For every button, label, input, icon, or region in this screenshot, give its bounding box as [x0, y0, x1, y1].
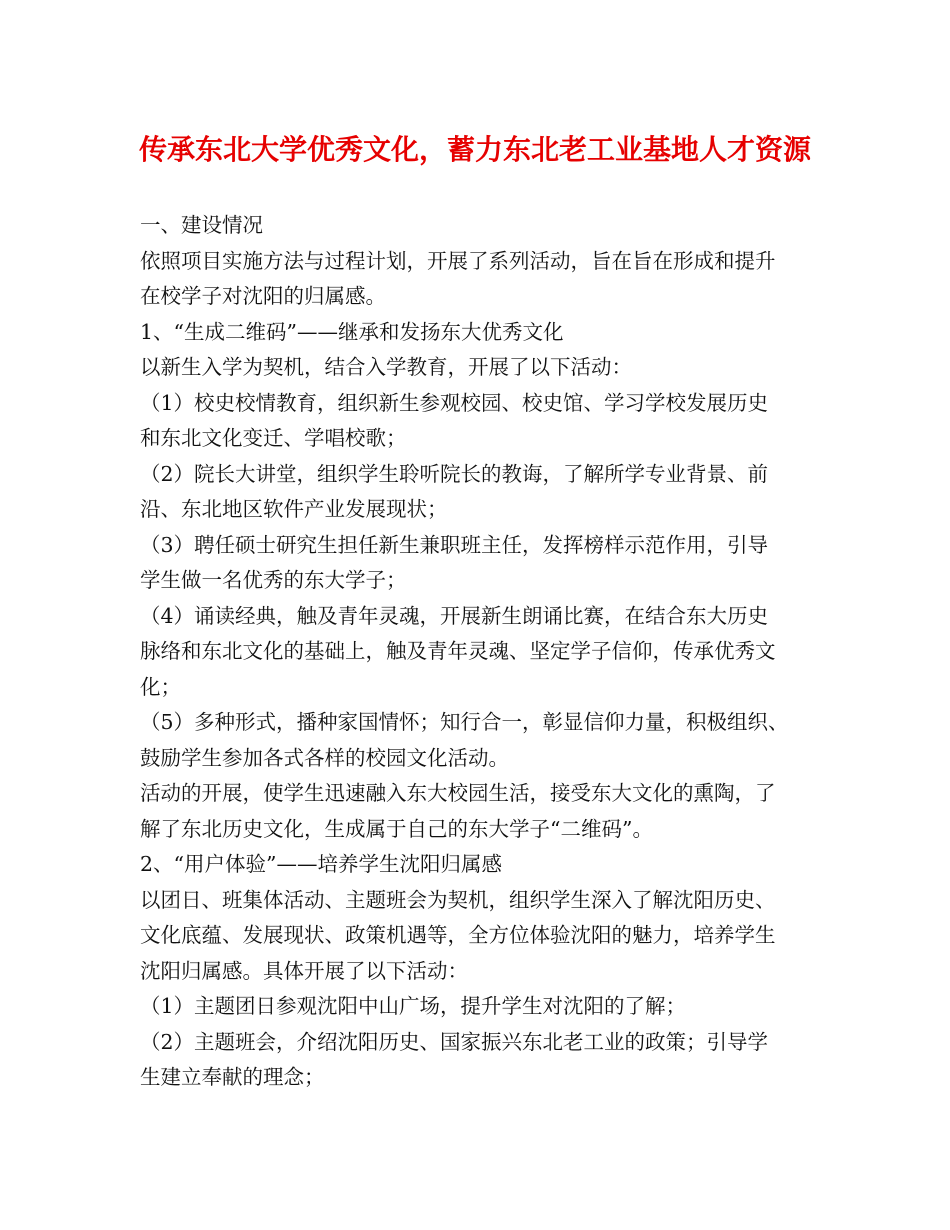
subsection-heading: 2、“用户体验”——培养学生沈阳归属感: [140, 852, 503, 876]
document-title: 传承东北大学优秀文化，蓄力东北老工业基地人才资源: [138, 133, 811, 166]
list-item-line: 学生做一名优秀的东大学子；: [140, 568, 407, 592]
list-item-line: 沿、东北地区软件产业发展现状；: [140, 497, 448, 521]
document-body: [140, 208, 830, 1096]
list-item-line: 和东北文化变迁、学唱校歌；: [140, 426, 407, 450]
paragraph-line: 以团日、班集体活动、主题班会为契机，组织学生深入了解沈阳历史、: [140, 887, 776, 912]
list-item-line: 鼓励学生参加各式各样的校园文化活动。: [140, 745, 509, 770]
subsection-heading: 1、“生成二维码”——继承和发扬东大优秀文化: [140, 319, 564, 344]
list-item-line: 化；: [140, 674, 181, 699]
list-item-line: （3）聘任硕士研究生担任新生兼职班主任，发挥榜样示范作用，引导: [140, 532, 769, 557]
paragraph-line: 解了东北历史文化，生成属于自己的东大学子“二维码”。: [140, 816, 653, 841]
paragraph-line: 沈阳归属感。具体开展了以下活动：: [140, 958, 468, 983]
list-item-line: 生建立奉献的理念；: [140, 1065, 325, 1089]
list-item-line: （2）主题班会，介绍沈阳历史、国家振兴东北老工业的政策；引导学: [140, 1029, 769, 1054]
paragraph-line: 以新生入学为契机，结合入学教育，开展了以下活动：: [140, 355, 632, 379]
list-item-line: （1）主题团日参观沈阳中山广场，提升学生对沈阳的了解；: [140, 994, 687, 1018]
list-item-line: 脉络和东北文化的基础上，触及青年灵魂、坚定学子信仰，传承优秀文: [140, 639, 776, 663]
paragraph-line: 依照项目实施方法与过程计划，开展了系列活动，旨在旨在形成和提升: [140, 248, 776, 273]
list-item-line: （5）多种形式，播种家国情怀；知行合一，彰显信仰力量，积极组织、: [140, 710, 789, 734]
section-heading: 一、建设情况: [140, 213, 263, 237]
list-item-line: （1）校史校情教育，组织新生参观校园、校史馆、学习学校发展历史: [140, 390, 769, 415]
list-item-line: （4）诵读经典，触及青年灵魂，开展新生朗诵比赛，在结合东大历史: [140, 603, 769, 628]
paragraph-line: 活动的开展，使学生迅速融入东大校园生活，接受东大文化的熏陶，了: [140, 781, 776, 805]
list-item-line: （2）院长大讲堂，组织学生聆听院长的教诲，了解所学专业背景、前: [140, 461, 769, 486]
paragraph-line: 文化底蕴、发展现状、政策机遇等，全方位体验沈阳的魅力，培养学生: [140, 923, 776, 947]
paragraph-line: 在校学子对沈阳的归属感。: [140, 284, 386, 308]
